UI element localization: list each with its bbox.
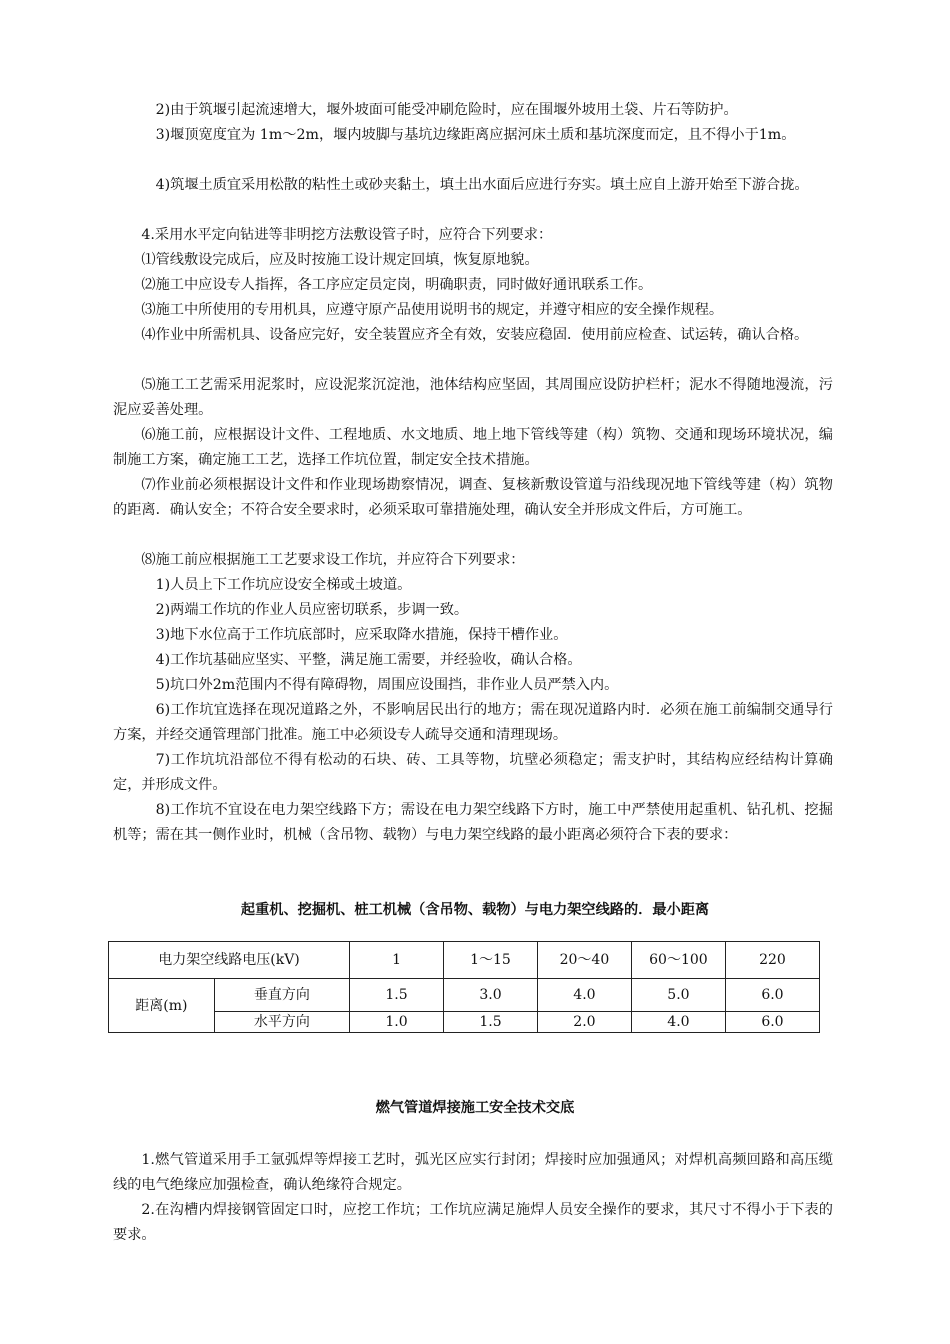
vertical-value-cell: 6.0	[725, 979, 819, 1012]
table-row-horizontal	[109, 1012, 820, 1033]
table-caption: 起重机、挖掘机、桩工机械（含吊物、载物）与电力架空线路的．最小距离	[240, 902, 710, 918]
vertical-value-cell: 5.0	[631, 979, 725, 1012]
paragraph-pit-1: 1)人员上下工作坑应设安全梯或土坡道。	[155, 577, 412, 593]
horizontal-value-cell: 2.0	[537, 1012, 631, 1033]
table-row-vertical	[109, 979, 820, 1012]
paragraph-weir-soil: 4)筑堰土质宜采用松散的粘性土或砂夹黏土，填土出水面后应进行夯实。填土应自上游开始至下游合拢。	[155, 177, 809, 193]
table-header-row	[109, 942, 820, 979]
horizontal-value-cell: 6.0	[725, 1012, 819, 1033]
paragraph-item-4-6: ⑹施工前，应根据设计文件、工程地质、水文地质、地上地下管线等建（构）筑物、交通和现场环境状况，编制施工方案，确定施工工艺，选择工作坑位置，制定安全技术措施。	[113, 427, 833, 468]
paragraph-item-4-2: ⑵施工中应设专人指挥，各工序应定员定岗，明确职责，同时做好通讯联系工作。	[141, 277, 653, 293]
paragraph-pit-8: 8)工作坑不宜设在电力架空线路下方；需设在电力架空线路下方时，施工中严禁使用起重机、钻孔机、挖掘机等；需在其一侧作业时，机械（含吊物、载物）与电力架空线路的最小距离必须符合下表的要求：	[113, 802, 833, 843]
paragraph-pit-7: 7)工作坑坑沿部位不得有松动的石块、砖、工具等物，坑壁必须稳定；需支护时，其结构应经结构计算确定，并形成文件。	[113, 752, 833, 793]
paragraph-weir-width: 3)堰顶宽度宜为 1m～2m，堰内坡脚与基坑边缘距离应据河床土质和基坑深度而定，且不得小于1m。	[155, 127, 796, 143]
vertical-value-cell: 3.0	[444, 979, 538, 1012]
paragraph-pit-2: 2)两端工作坑的作业人员应密切联系，步调一致。	[155, 602, 469, 618]
horizontal-label-cell: 水平方向	[214, 1012, 349, 1033]
paragraph-pit-3: 3)地下水位高于工作坑底部时，应采取降水措施，保持干槽作业。	[155, 627, 568, 643]
paragraph-item-4-7: ⑺作业前必须根据设计文件和作业现场勘察情况，调查、复核新敷设管道与沿线现况地下管线等建（构）筑物的距离．确认安全；不符合安全要求时，必须采取可靠措施处理，确认安全并形成文件后，方可施工。	[113, 477, 833, 518]
paragraph-pit-4: 4)工作坑基础应坚实、平整，满足施工需要，并经验收，确认合格。	[155, 652, 582, 668]
distance-label-cell: 距离(m)	[109, 979, 215, 1033]
vertical-value-cell: 1.5	[350, 979, 444, 1012]
voltage-header-cell: 电力架空线路电压(kV)	[109, 942, 350, 979]
paragraph-item-4-5: ⑸施工工艺需采用泥浆时，应设泥浆沉淀池，池体结构应坚固，其周围应设防护栏杆；泥水不得随地漫流，污泥应妥善处理。	[113, 377, 833, 418]
paragraph-welding-2: 2.在沟槽内焊接钢管固定口时，应挖工作坑；工作坑应满足施焊人员安全操作的要求，其尺寸不得小于下表的要求。	[113, 1202, 833, 1243]
paragraph-weir-protection: 2)由于筑堰引起流速增大，堰外坡面可能受冲刷危险时，应在围堰外坡用土袋、片石等防护。	[155, 102, 738, 118]
paragraph-pit-5: 5)坑口外2m范围内不得有障碍物，周围应设围挡，非作业人员严禁入内。	[155, 677, 619, 693]
vertical-value-cell: 4.0	[537, 979, 631, 1012]
paragraph-item-4-1: ⑴管线敷设完成后，应及时按施工设计规定回填，恢复原地貌。	[141, 252, 539, 268]
voltage-cell: 1	[350, 942, 444, 979]
voltage-cell: 1～15	[444, 942, 538, 979]
paragraph-item-4-3: ⑶施工中所使用的专用机具，应遵守原产品使用说明书的规定，并遵守相应的安全操作规程。	[141, 302, 724, 318]
voltage-cell: 20～40	[537, 942, 631, 979]
paragraph-item-4-8: ⑻施工前应根据施工工艺要求设工作坑，并应符合下列要求：	[141, 552, 525, 568]
paragraph-item-4-4: ⑷作业中所需机具、设备应完好，安全装置应齐全有效，安装应稳固．使用前应检查、试运转，确认合格。	[141, 327, 809, 343]
paragraph-welding-1: 1.燃气管道采用手工氩弧焊等焊接工艺时，弧光区应实行封闭；焊接时应加强通风；对焊机高频回路和高压缆线的电气绝缘应加强检查，确认绝缘符合规定。	[113, 1152, 833, 1193]
horizontal-value-cell: 4.0	[631, 1012, 725, 1033]
paragraph-pit-6: 6)工作坑宜选择在现况道路之外，不影响居民出行的地方；需在现况道路内时．必须在施工前编制交通导行方案，并经交通管理部门批准。施工中必须设专人疏导交通和清理现场。	[113, 702, 833, 743]
paragraph-item-4: 4.采用水平定向钻进等非明挖方法敷设管子时，应符合下列要求：	[141, 227, 553, 243]
section-title: 燃气管道焊接施工安全技术交底	[375, 1100, 575, 1116]
horizontal-value-cell: 1.0	[350, 1012, 444, 1033]
horizontal-value-cell: 1.5	[444, 1012, 538, 1033]
min-distance-table	[108, 941, 820, 1033]
voltage-cell: 220	[725, 942, 819, 979]
vertical-label-cell: 垂直方向	[214, 979, 349, 1012]
voltage-cell: 60～100	[631, 942, 725, 979]
